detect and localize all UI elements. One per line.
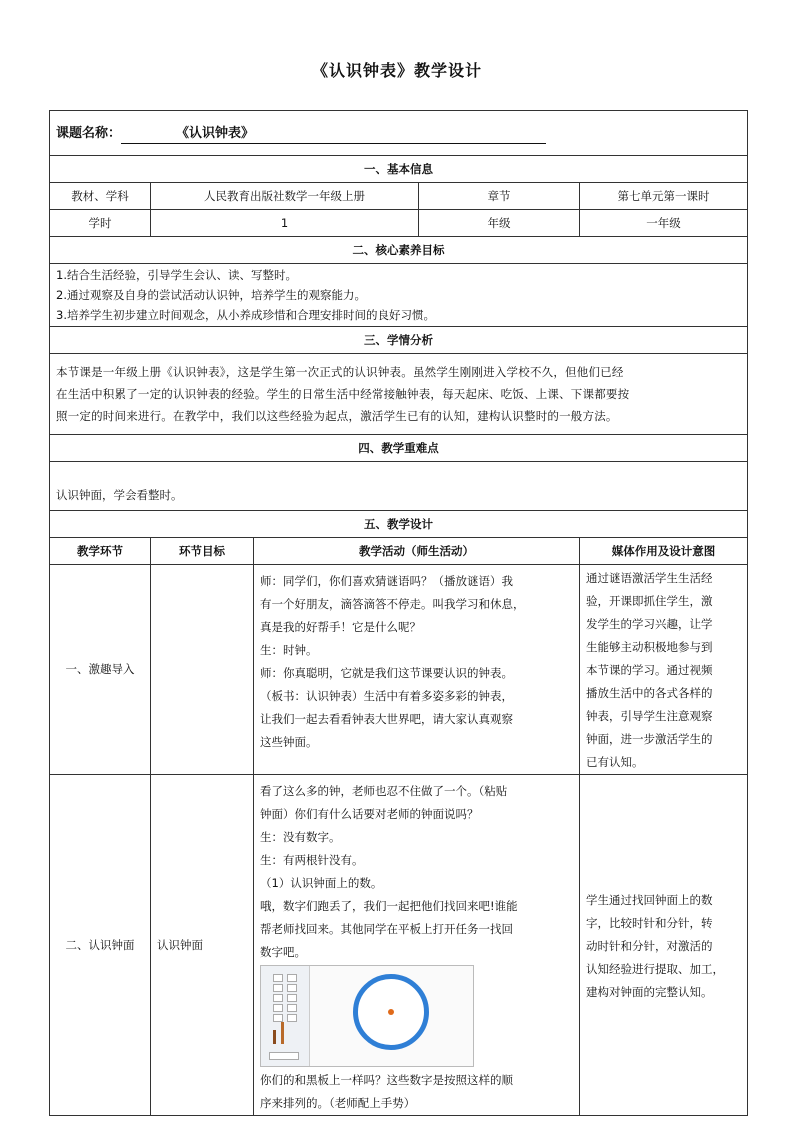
activity-line: 师：你真聪明，它就是我们这节课要认识的钟表。 <box>260 666 513 680</box>
design-stage-2: 二、认识钟面 <box>50 775 151 1116</box>
info-label-chapter: 章节 <box>419 183 580 210</box>
activity-line: 有一个好朋友，滴答滴答不停走。叫我学习和休息， <box>260 597 525 611</box>
design-media-1 <box>580 565 748 775</box>
media-line: 学生通过找回钟面上的数 <box>586 892 713 907</box>
goal-item: 1.结合生活经验，引导学生会认、读、写整时。 <box>56 268 297 282</box>
media-line: 生能够主动积极地参与到 <box>586 640 713 654</box>
activity-line: 你们的和黑板上一样吗？这些数字是按照这样的顺 <box>260 1073 513 1087</box>
clock-face-icon <box>353 974 429 1050</box>
design-activity-1 <box>254 565 580 775</box>
design-activity-2 <box>254 775 580 1116</box>
course-value: 《认识钟表》 <box>121 125 546 144</box>
info-value-grade: 一年级 <box>580 210 748 237</box>
media-line: 字，比较时针和分针，转 <box>586 915 713 930</box>
activity-line: 生：时钟。 <box>260 643 318 657</box>
section-keypoints: 四、教学重难点 <box>50 435 748 462</box>
activity-line: 哦，数字们跑丢了，我们一起把他们找回来吧!谁能 <box>260 899 518 913</box>
activity-line: 生：有两根针没有。 <box>260 853 364 867</box>
section-analysis: 三、学情分析 <box>50 327 748 354</box>
section-basic-info: 一、基本信息 <box>50 156 748 183</box>
goals-cell <box>50 264 748 327</box>
analysis-line: 本节课是一年级上册《认识钟表》，这是学生第一次正式的认识钟表。虽然学生刚刚进入学校不久，但他们已经 <box>56 365 624 379</box>
design-header-activity: 教学活动（师生活动） <box>254 538 580 565</box>
activity-line: （1）认识钟面上的数。 <box>260 876 383 890</box>
activity-line: 这些钟面。 <box>260 735 318 749</box>
media-line: 已有认知。 <box>586 755 644 769</box>
analysis-cell <box>50 354 748 435</box>
media-line: 建构对钟面的完整认知。 <box>586 984 713 999</box>
media-line: 钟面，进一步激活学生的 <box>586 732 713 746</box>
media-line: 验，开课即抓住学生，激 <box>586 594 713 608</box>
activity-line: 师：同学们，你们喜欢猜谜语吗？（播放谜语）我 <box>260 574 513 588</box>
info-label-subject: 教材、学科 <box>50 183 151 210</box>
activity-line: 数字吧。 <box>260 945 306 959</box>
design-media-2 <box>580 775 748 1116</box>
media-line: 播放生活中的各式各样的 <box>586 686 713 700</box>
design-goal-1 <box>151 565 254 775</box>
design-header-media: 媒体作用及设计意图 <box>580 538 748 565</box>
activity-line: 序来排列的。（老师配上手势） <box>260 1096 416 1110</box>
course-label: 课题名称： <box>56 125 122 141</box>
design-header-stage: 教学环节 <box>50 538 151 565</box>
activity-line: 钟面）你们有什么话要对老师的钟面说吗？ <box>260 807 479 821</box>
lesson-plan-table <box>49 110 748 1116</box>
section-goals: 二、核心素养目标 <box>50 237 748 264</box>
goal-item: 3.培养学生初步建立时间观念，从小养成珍惜和合理安排时间的良好习惯。 <box>56 308 435 322</box>
media-line: 动时针和分针，对激活的 <box>586 938 713 953</box>
media-line: 通过谜语激活学生生活经 <box>586 571 713 585</box>
media-line: 发学生的学习兴趣，让学 <box>586 617 713 631</box>
media-line: 认知经验进行提取、加工， <box>586 961 724 976</box>
keypoints-cell: 认识钟面，学会看整时。 <box>50 462 748 511</box>
number-panel <box>261 966 310 1066</box>
design-goal-2: 认识钟面 <box>151 775 254 1116</box>
section-design: 五、教学设计 <box>50 511 748 538</box>
info-label-grade: 年级 <box>419 210 580 237</box>
activity-line: 帮老师找回来。其他同学在平板上打开任务一找回 <box>260 922 513 936</box>
activity-line: （板书：认识钟表）生活中有着多姿多彩的钟表， <box>260 689 513 703</box>
activity-line: 让我们一起去看看钟表大世界吧，请大家认真观察 <box>260 712 513 726</box>
analysis-line: 在生活中积累了一定的认识钟表的经验。学生的日常生活中经常接触钟表，每天起床、吃饭、上课、下课都要按 <box>56 387 630 401</box>
info-label-hours: 学时 <box>50 210 151 237</box>
activity-line: 看了这么多的钟，老师也忍不住做了一个。（粘贴 <box>260 784 508 798</box>
table-row <box>50 565 748 775</box>
clock-app-screenshot <box>260 965 474 1067</box>
goal-item: 2.通过观察及自身的尝试活动认识钟，培养学生的观察能力。 <box>56 288 366 302</box>
analysis-line: 照一定的时间来进行。在教学中，我们以这些经验为起点，激活学生已有的认知，建构认识整时的一般方法。 <box>56 409 618 423</box>
media-line: 钟表，引导学生注意观察 <box>586 709 713 723</box>
design-stage-1: 一、激趣导入 <box>50 565 151 775</box>
media-line: 本节课的学习。通过视频 <box>586 663 713 677</box>
info-value-hours: 1 <box>151 210 419 237</box>
submit-button-shape <box>269 1052 299 1060</box>
info-value-subject: 人民教育出版社数学一年级上册 <box>151 183 419 210</box>
table-row <box>50 775 748 1116</box>
minute-hand-icon <box>281 1022 284 1044</box>
activity-line: 真是我的好帮手！它是什么呢？ <box>260 620 421 634</box>
course-cell <box>50 111 748 156</box>
hour-hand-icon <box>273 1030 276 1044</box>
design-header-goal: 环节目标 <box>151 538 254 565</box>
clock-center-dot <box>388 1009 394 1015</box>
activity-line: 生：没有数字。 <box>260 830 341 844</box>
info-value-chapter: 第七单元第一课时 <box>580 183 748 210</box>
page-title: 《认识钟表》教学设计 <box>311 61 482 80</box>
